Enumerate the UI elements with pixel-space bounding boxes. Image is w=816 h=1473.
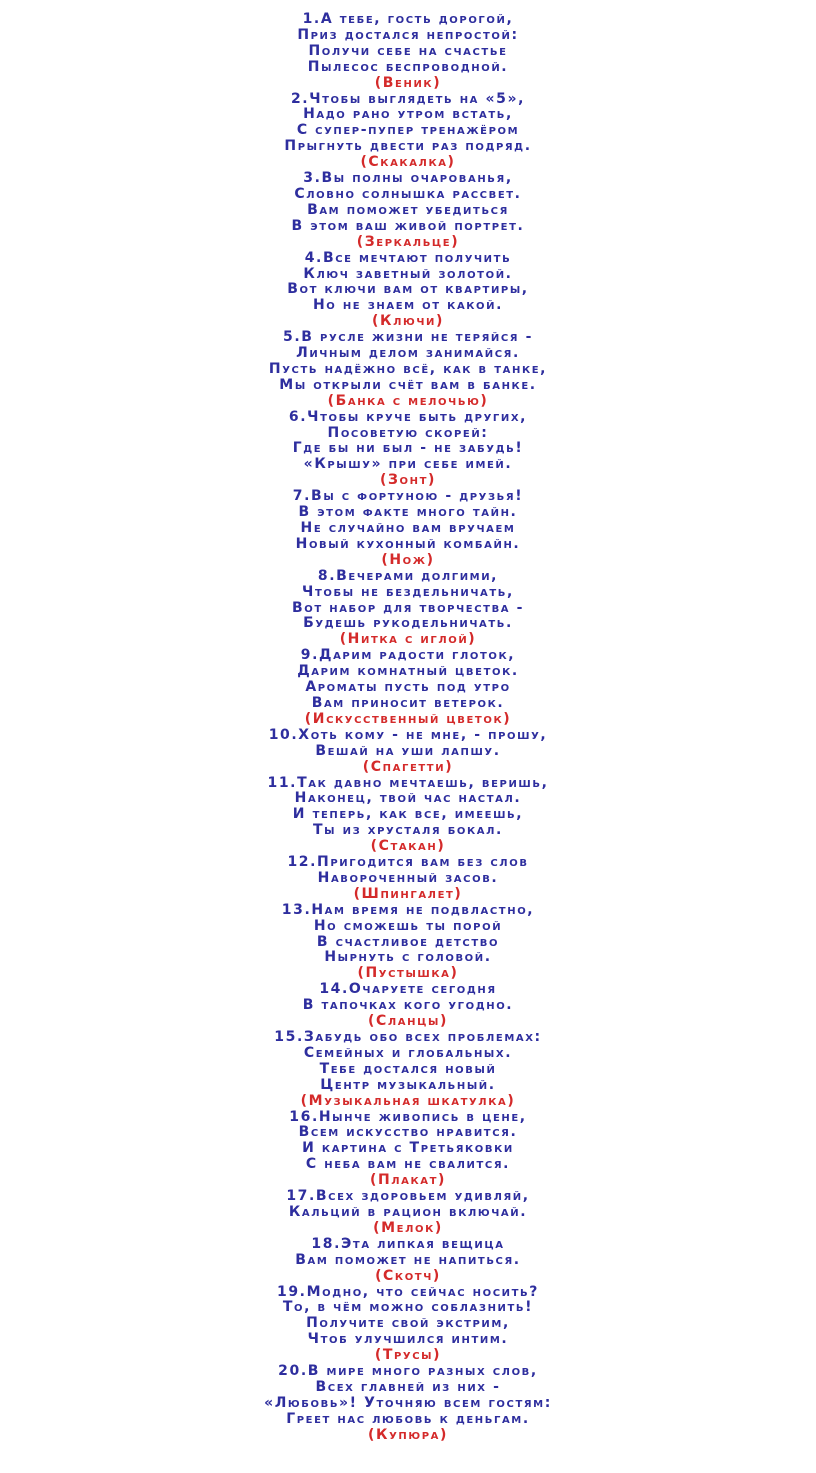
riddle-line: В этом ваш живой портрет. <box>291 217 525 234</box>
riddle-block <box>0 728 816 776</box>
riddle-line: Вам приносит ветерок. <box>311 694 505 711</box>
riddle-line: Вот ключи вам от квартиры, <box>287 281 529 298</box>
riddle-line: 9.Дарим радости глоток, <box>300 647 516 664</box>
riddle-answer: (Мелок) <box>373 1219 443 1236</box>
riddle-line: Центр музыкальный. <box>320 1076 496 1093</box>
riddle-answer: (Сланцы) <box>368 1013 448 1030</box>
riddle-line: Но сможешь ты порой <box>313 917 503 934</box>
riddle-line: В тапочках кого угодно. <box>302 997 514 1014</box>
riddle-line: 6.Чтобы круче быть других, <box>288 408 528 425</box>
riddle-line: Получите свой экстрим, <box>306 1315 510 1332</box>
riddle-answer: (Искусственный цветок) <box>304 710 512 727</box>
riddle-line: Вам поможет убедиться <box>307 201 509 218</box>
riddle-line: И теперь, как все, имеешь, <box>292 806 524 823</box>
riddle-line: 16.Нынче живопись в цене, <box>289 1108 527 1125</box>
riddle-block <box>0 92 816 172</box>
riddle-answer: (Стакан) <box>370 838 446 855</box>
riddle-answer: (Скотч) <box>375 1267 441 1284</box>
riddle-line: Чтоб улучшился интим. <box>307 1331 509 1348</box>
riddle-line: 4.Все мечтают получить <box>304 249 512 266</box>
riddle-line: 20.В мире много разных слов, <box>278 1363 538 1380</box>
riddle-line: 17.Всех здоровьем удивляй, <box>286 1188 530 1205</box>
riddle-line: Кальций в рацион включай. <box>288 1203 528 1220</box>
riddle-block <box>0 1189 816 1237</box>
riddle-line: 11.Так давно мечтаешь, веришь, <box>267 774 549 791</box>
riddle-line: Нырнуть с головой. <box>324 949 492 966</box>
riddle-line: В этом факте много тайн. <box>298 504 518 521</box>
riddle-line: Где бы ни был - не забудь! <box>292 440 524 457</box>
riddle-block <box>0 776 816 856</box>
riddle-line: 8.Вечерами долгими, <box>317 567 499 584</box>
riddle-line: 2.Чтобы выглядеть на «5», <box>290 90 526 107</box>
riddle-answer: (Шпингалет) <box>353 885 463 902</box>
riddle-line: То, в чём можно соблазнить! <box>282 1299 534 1316</box>
riddle-line: Дарим комнатный цветок. <box>297 663 519 680</box>
riddle-line: В счастливое детство <box>316 933 500 950</box>
riddle-block <box>0 1030 816 1110</box>
riddle-line: Вам поможет не напиться. <box>295 1251 521 1268</box>
riddle-block <box>0 251 816 331</box>
riddle-line: Посоветую скорей: <box>327 424 489 441</box>
riddle-line: Будешь рукодельничать. <box>303 615 513 632</box>
riddle-line: Пусть надёжно всё, как в танке, <box>268 360 548 377</box>
riddle-line: Вот набор для творчества - <box>291 599 525 616</box>
riddle-line: 14.Очаруете сегодня <box>319 981 497 998</box>
riddle-line: «Крышу» при себе имей. <box>303 456 513 473</box>
riddle-line: 5.В русле жизни не теряйся - <box>283 329 533 346</box>
riddle-line: С неба вам не свалится. <box>305 1156 511 1173</box>
riddle-block <box>0 1285 816 1365</box>
riddle-answer: (Зонт) <box>379 472 437 489</box>
riddle-line: Приз достался непростой: <box>297 26 519 43</box>
riddle-answer: (Плакат) <box>369 1172 447 1189</box>
riddle-block <box>0 855 816 903</box>
riddle-line: 1.А тебе, гость дорогой, <box>302 11 514 27</box>
riddle-line: 15.Забудь обо всех проблемах: <box>274 1029 542 1045</box>
riddle-line: 19.Модно, что сейчас носить? <box>277 1283 539 1300</box>
riddle-block <box>0 903 816 983</box>
riddle-line: Словно солнышка рассвет. <box>294 185 522 202</box>
riddle-block <box>0 12 816 92</box>
riddle-answer: (Трусы) <box>374 1347 442 1364</box>
riddle-line: Прыгнуть двести раз подряд. <box>284 138 532 155</box>
riddle-answer: (Банка с мелочью) <box>327 392 489 409</box>
riddle-block <box>0 1110 816 1190</box>
riddle-block <box>0 1364 816 1444</box>
riddle-block <box>0 982 816 1030</box>
riddle-line: Личным делом занимайся. <box>296 345 520 362</box>
riddle-line: Вешай на уши лапшу. <box>315 742 501 759</box>
riddle-line: Семейных и глобальных. <box>303 1044 513 1061</box>
riddle-block <box>0 330 816 410</box>
riddle-line: И картина с Третьяковки <box>302 1140 514 1157</box>
riddle-block <box>0 489 816 569</box>
riddle-block <box>0 171 816 251</box>
riddle-answer: (Ключи) <box>372 313 444 330</box>
riddle-answer: (Музыкальная шкатулка) <box>300 1092 516 1109</box>
riddle-answer: (Купюра) <box>368 1426 448 1443</box>
riddle-line: 18.Эта липкая вещица <box>311 1235 505 1252</box>
riddle-block <box>0 410 816 490</box>
riddle-line: Навороченный засов. <box>317 869 499 886</box>
riddle-line: 3.Вы полны очарованья, <box>303 170 513 187</box>
riddle-line: Пылесос беспроводной. <box>307 58 509 75</box>
riddle-block <box>0 648 816 728</box>
riddle-line: Тебе достался новый <box>319 1060 497 1077</box>
riddle-line: Чтобы не бездельничать, <box>302 583 514 600</box>
riddle-answer: (Зеркальце) <box>356 233 460 250</box>
riddle-answer: (Скакалка) <box>360 154 456 171</box>
riddle-line: 13.Нам время не подвластно, <box>281 901 535 918</box>
riddle-line: Всех главней из них - <box>315 1378 501 1395</box>
riddle-line: 7.Вы с фортуною - друзья! <box>292 488 524 505</box>
riddle-line: Не случайно вам вручаем <box>300 520 516 536</box>
riddle-line: С супер-пупер тренажёром <box>296 122 520 139</box>
riddle-line: 10.Хоть кому - не мне, - прошу, <box>268 726 548 743</box>
riddle-line: «Любовь»! Уточняю всем гостям: <box>264 1394 552 1411</box>
riddle-line: Ароматы пусть под утро <box>305 679 511 696</box>
riddle-line: Греет нас любовь к деньгам. <box>286 1410 530 1427</box>
riddle-answer: (Нож) <box>381 551 435 568</box>
riddle-line: Наконец, твой час настал. <box>294 790 522 807</box>
riddle-block <box>0 569 816 649</box>
riddle-answer: (Нитка с иглой) <box>339 631 477 648</box>
riddle-line: Ключ заветный золотой. <box>303 265 513 282</box>
riddle-line: Надо рано утром встать, <box>303 106 513 123</box>
riddle-line: Всем искусство нравится. <box>298 1124 518 1141</box>
riddle-answer: (Спагетти) <box>362 758 454 775</box>
riddle-block <box>0 1237 816 1285</box>
riddle-line: Мы открыли счёт вам в банке. <box>279 376 537 393</box>
riddle-answer: (Пустышка) <box>357 965 459 982</box>
riddle-line: 12.Пригодится вам без слов <box>287 854 529 871</box>
riddle-line: Ты из хрусталя бокал. <box>313 822 503 839</box>
riddle-line: Получи себе на счастье <box>308 42 508 59</box>
riddle-answer: (Веник) <box>374 74 442 91</box>
riddle-line: Новый кухонный комбайн. <box>295 535 521 552</box>
riddle-line: Но не знаем от какой. <box>312 297 504 314</box>
